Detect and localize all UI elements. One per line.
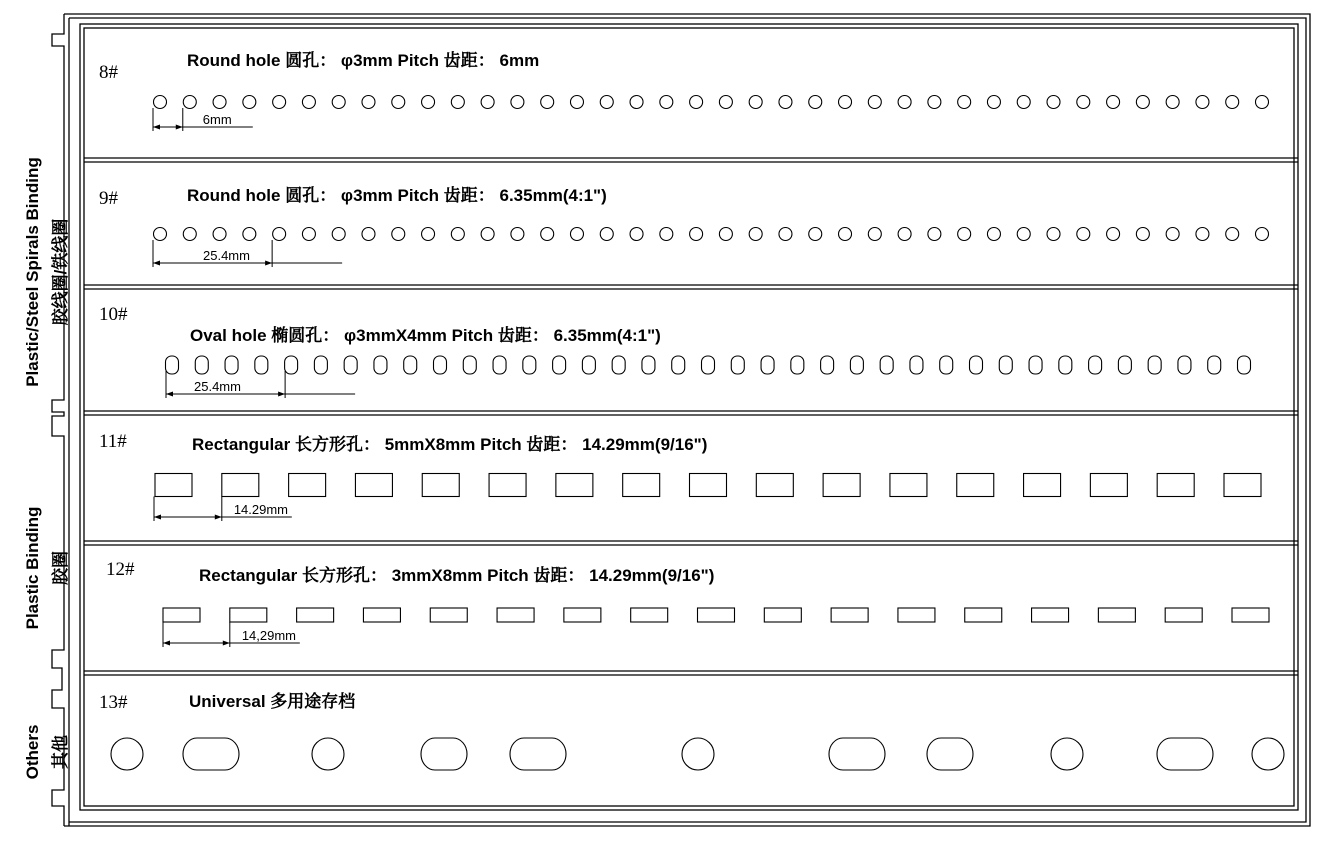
hole-round — [392, 228, 405, 241]
hole-rectangular — [690, 474, 727, 497]
hole-rectangular — [823, 474, 860, 497]
hole-round — [183, 228, 196, 241]
row-spec-label: Rectangular 长方形孔： 5mmX8mm Pitch 齿距： 14.29mm(9/16") — [192, 435, 708, 454]
row-number: 11# — [99, 431, 127, 452]
hole-round — [1136, 96, 1149, 109]
hole-round — [630, 96, 643, 109]
hole-oval — [404, 356, 417, 374]
hole-rectangular — [155, 474, 192, 497]
hole-round — [511, 96, 524, 109]
hole-round — [541, 228, 554, 241]
hole-round — [987, 96, 1000, 109]
hole-round — [1136, 228, 1149, 241]
hole-oval — [761, 356, 774, 374]
hole-rectangular — [422, 474, 459, 497]
hole-rectangular — [1024, 474, 1061, 497]
hole-round — [332, 96, 345, 109]
hole-round — [362, 96, 375, 109]
hole-oval — [1118, 356, 1131, 374]
hole-round — [570, 228, 583, 241]
hole-slot — [1165, 608, 1202, 622]
hole-oval — [195, 356, 208, 374]
dimension-label: 14.29mm — [233, 502, 289, 517]
hole-round — [600, 96, 613, 109]
hole-oval — [493, 356, 506, 374]
hole-round — [1166, 96, 1179, 109]
hole-oval — [731, 356, 744, 374]
hole-round — [422, 96, 435, 109]
hole-rectangular — [890, 474, 927, 497]
hole-rectangular — [556, 474, 593, 497]
hole-slot — [898, 608, 935, 622]
hole-round — [809, 228, 822, 241]
hole-universal-oval — [927, 738, 973, 770]
hole-round — [1256, 96, 1269, 109]
row-spec-label: Rectangular 长方形孔： 3mmX8mm Pitch 齿距： 14.29mm(9/16") — [199, 566, 715, 585]
row-number: 12# — [106, 559, 135, 580]
hole-round — [243, 96, 256, 109]
hole-row — [99, 50, 1269, 131]
hole-round — [362, 228, 375, 241]
hole-round — [1077, 228, 1090, 241]
hole-oval — [612, 356, 625, 374]
dimension-arrow — [176, 125, 183, 130]
row-number: 13# — [99, 692, 128, 713]
hole-oval — [702, 356, 715, 374]
hole-round — [987, 228, 1000, 241]
side-group-label: Plastic/Steel Spirals Binding — [23, 157, 42, 387]
hole-row — [99, 185, 1269, 267]
hole-oval — [1238, 356, 1251, 374]
hole-round — [154, 96, 167, 109]
hole-round — [1107, 228, 1120, 241]
hole-round — [749, 96, 762, 109]
dimension-arrow — [153, 125, 160, 130]
hole-oval — [553, 356, 566, 374]
hole-round — [809, 96, 822, 109]
dimension-label: 14,29mm — [241, 628, 297, 643]
side-labels — [23, 157, 70, 779]
hole-oval — [970, 356, 983, 374]
hole-universal-round — [1051, 738, 1083, 770]
hole-slot — [497, 608, 534, 622]
side-group-label-zh: 胶线圈/铁线圈 — [51, 218, 70, 326]
hole-round — [332, 228, 345, 241]
hole-oval — [1178, 356, 1191, 374]
hole-round — [958, 228, 971, 241]
row-number: 9# — [99, 188, 118, 209]
hole-rectangular — [289, 474, 326, 497]
hole-oval — [1089, 356, 1102, 374]
hole-round — [1226, 228, 1239, 241]
hole-slot — [163, 608, 200, 622]
hole-round — [1017, 228, 1030, 241]
hole-slot — [631, 608, 668, 622]
hole-rectangular — [623, 474, 660, 497]
hole-universal-round — [1252, 738, 1284, 770]
hole-round — [422, 228, 435, 241]
hole-oval — [1208, 356, 1221, 374]
hole-round — [958, 96, 971, 109]
dimension-label: 25.4mm — [194, 379, 241, 394]
hole-oval — [434, 356, 447, 374]
hole-slot — [297, 608, 334, 622]
hole-rectangular — [222, 474, 259, 497]
row-spec-label: Round hole 圆孔： φ3mm Pitch 齿距： 6.35mm(4:1") — [187, 186, 607, 205]
hole-oval — [999, 356, 1012, 374]
side-group-label: Others — [23, 724, 42, 780]
hole-oval — [166, 356, 179, 374]
hole-round — [481, 228, 494, 241]
hole-round — [451, 96, 464, 109]
hole-oval — [463, 356, 476, 374]
hole-oval — [910, 356, 923, 374]
hole-slot — [1032, 608, 1069, 622]
hole-universal-round — [111, 738, 143, 770]
hole-oval — [880, 356, 893, 374]
hole-slot — [1098, 608, 1135, 622]
hole-round — [630, 228, 643, 241]
hole-round — [1107, 96, 1120, 109]
hole-rectangular — [1090, 474, 1127, 497]
hole-slot — [698, 608, 735, 622]
hole-round — [273, 228, 286, 241]
dimension-arrow — [166, 392, 173, 397]
hole-rectangular — [1224, 474, 1261, 497]
hole-round — [541, 96, 554, 109]
hole-slot — [230, 608, 267, 622]
row-spec-label: Universal 多用途存档 — [189, 692, 356, 711]
hole-universal-round — [312, 738, 344, 770]
hole-round — [1166, 228, 1179, 241]
dimension-arrow — [215, 515, 222, 520]
hole-round — [928, 96, 941, 109]
hole-oval — [314, 356, 327, 374]
dimension-arrow — [265, 261, 272, 266]
hole-round — [273, 96, 286, 109]
hole-round — [451, 228, 464, 241]
row-dividers — [84, 158, 1298, 675]
hole-row — [99, 691, 1284, 770]
dimension-arrow — [153, 261, 160, 266]
hole-round — [839, 228, 852, 241]
dimension-arrow — [278, 392, 285, 397]
hole-slot — [764, 608, 801, 622]
side-group-label-zh: 其他 — [51, 735, 70, 769]
hole-round — [302, 228, 315, 241]
hole-round — [213, 228, 226, 241]
hole-rectangular — [1157, 474, 1194, 497]
hole-oval — [1059, 356, 1072, 374]
dimension-arrow — [163, 641, 170, 646]
hole-oval — [344, 356, 357, 374]
hole-round — [183, 96, 196, 109]
hole-round — [868, 228, 881, 241]
side-group-label: Plastic Binding — [23, 506, 42, 630]
hole-round — [1226, 96, 1239, 109]
hole-row — [99, 304, 1251, 398]
hole-rectangular — [957, 474, 994, 497]
hole-round — [719, 96, 732, 109]
row-spec-label: Oval hole 椭圆孔： φ3mmX4mm Pitch 齿距： 6.35mm(4:1") — [190, 326, 661, 345]
hole-universal-oval — [510, 738, 566, 770]
hole-oval — [821, 356, 834, 374]
hole-oval — [1029, 356, 1042, 374]
hole-universal-oval — [829, 738, 885, 770]
hole-round — [1047, 228, 1060, 241]
hole-round — [154, 228, 167, 241]
hole-round — [511, 228, 524, 241]
row-spec-label: Round hole 圆孔： φ3mm Pitch 齿距： 6mm — [187, 51, 540, 70]
hole-oval — [582, 356, 595, 374]
hole-row — [99, 431, 1261, 521]
hole-oval — [940, 356, 953, 374]
hole-oval — [374, 356, 387, 374]
hole-slot — [1232, 608, 1269, 622]
hole-round — [600, 228, 613, 241]
dimension-arrow — [154, 515, 161, 520]
hole-round — [779, 96, 792, 109]
dimension-label: 6mm — [202, 112, 232, 127]
hole-round — [1196, 228, 1209, 241]
hole-slot — [564, 608, 601, 622]
row-number: 10# — [99, 304, 128, 325]
hole-round — [690, 96, 703, 109]
hole-round — [749, 228, 762, 241]
hole-rectangular — [756, 474, 793, 497]
hole-slot — [831, 608, 868, 622]
side-group-label-zh: 胶圈 — [51, 551, 70, 585]
hole-round — [660, 228, 673, 241]
hole-universal-round — [682, 738, 714, 770]
hole-round — [481, 96, 494, 109]
hole-oval — [672, 356, 685, 374]
hole-oval — [255, 356, 268, 374]
hole-rectangular — [355, 474, 392, 497]
hole-slot — [363, 608, 400, 622]
hole-round — [1256, 228, 1269, 241]
hole-round — [719, 228, 732, 241]
hole-round — [928, 228, 941, 241]
hole-universal-oval — [183, 738, 239, 770]
hole-slot — [430, 608, 467, 622]
hole-oval — [285, 356, 298, 374]
hole-round — [392, 96, 405, 109]
hole-round — [570, 96, 583, 109]
hole-round — [1047, 96, 1060, 109]
hole-slot — [965, 608, 1002, 622]
hole-round — [868, 96, 881, 109]
hole-round — [690, 228, 703, 241]
hole-round — [1196, 96, 1209, 109]
hole-oval — [791, 356, 804, 374]
hole-oval — [523, 356, 536, 374]
hole-oval — [1148, 356, 1161, 374]
hole-round — [839, 96, 852, 109]
row-number: 8# — [99, 62, 118, 83]
hole-oval — [642, 356, 655, 374]
hole-round — [660, 96, 673, 109]
hole-oval — [850, 356, 863, 374]
hole-round — [1077, 96, 1090, 109]
hole-oval — [225, 356, 238, 374]
hole-rectangular — [489, 474, 526, 497]
hole-universal-oval — [1157, 738, 1213, 770]
hole-round — [213, 96, 226, 109]
hole-round — [898, 228, 911, 241]
hole-universal-oval — [421, 738, 467, 770]
hole-round — [302, 96, 315, 109]
hole-round — [779, 228, 792, 241]
dimension-label: 25.4mm — [203, 248, 250, 263]
dimension-arrow — [223, 641, 230, 646]
hole-round — [898, 96, 911, 109]
hole-round — [243, 228, 256, 241]
hole-row — [106, 559, 1269, 647]
hole-round — [1017, 96, 1030, 109]
